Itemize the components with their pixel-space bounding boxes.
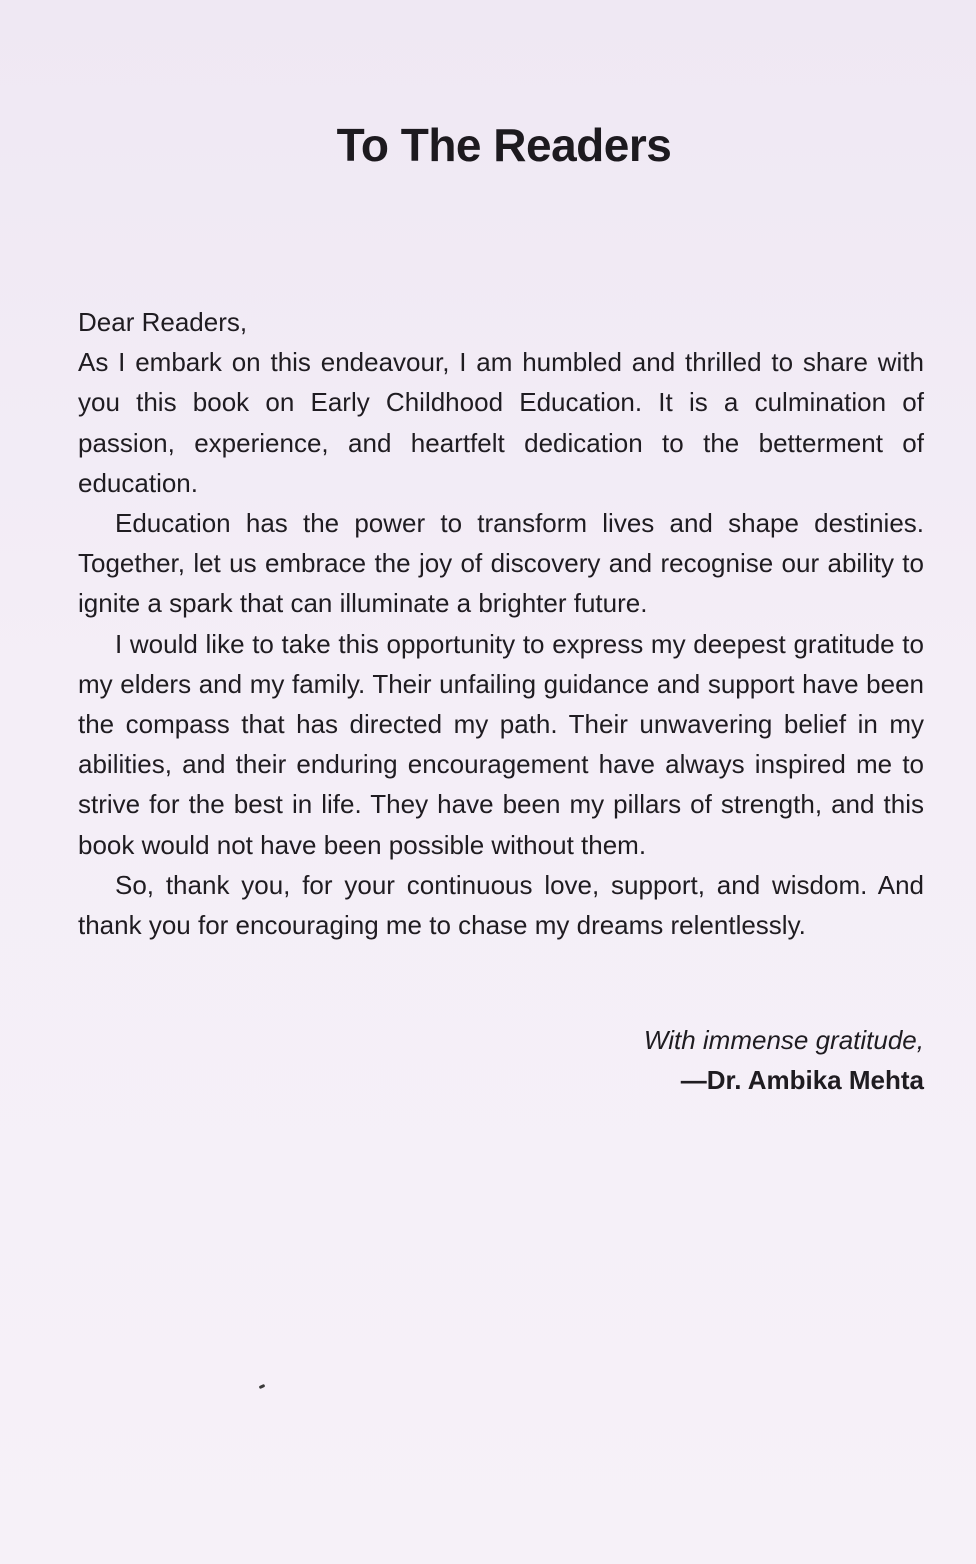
- paragraph-3: I would like to take this opportunity to express my deepest gratitude to my elders and my family. Their unfailing guidance and support have been the compass that has directed my path. Their unwavering belief in my abilities, and their enduring encouragement have always inspired me to strive for the best in life. They have been my pillars of strength, and this book would not have been possible without them.: [78, 628, 924, 860]
- salutation: Dear Readers,: [78, 307, 248, 337]
- letter-body: [78, 302, 924, 945]
- letter-closing: [78, 1020, 924, 1100]
- author-signature: —Dr. Ambika Mehta: [680, 1065, 924, 1095]
- ink-speck: [259, 1384, 266, 1389]
- page-title: To The Readers: [336, 119, 672, 171]
- paragraph-4: So, thank you, for your continuous love, support, and wisdom. And thank you for encouraging me to chase my dreams relentlessly.: [78, 869, 924, 941]
- paragraph-2: Education has the power to transform lives and shape destinies. Together, let us embrace the joy of discovery and recognise our ability to ignite a spark that can illuminate a brighter future.: [78, 508, 924, 619]
- closing-phrase: With immense gratitude,: [643, 1025, 924, 1055]
- paragraph-1: As I embark on this endeavour, I am humbled and thrilled to share with you this book on Early Childhood Education. It is a culmination of passion, experience, and heartfelt dedication to the betterment of education.: [78, 347, 924, 498]
